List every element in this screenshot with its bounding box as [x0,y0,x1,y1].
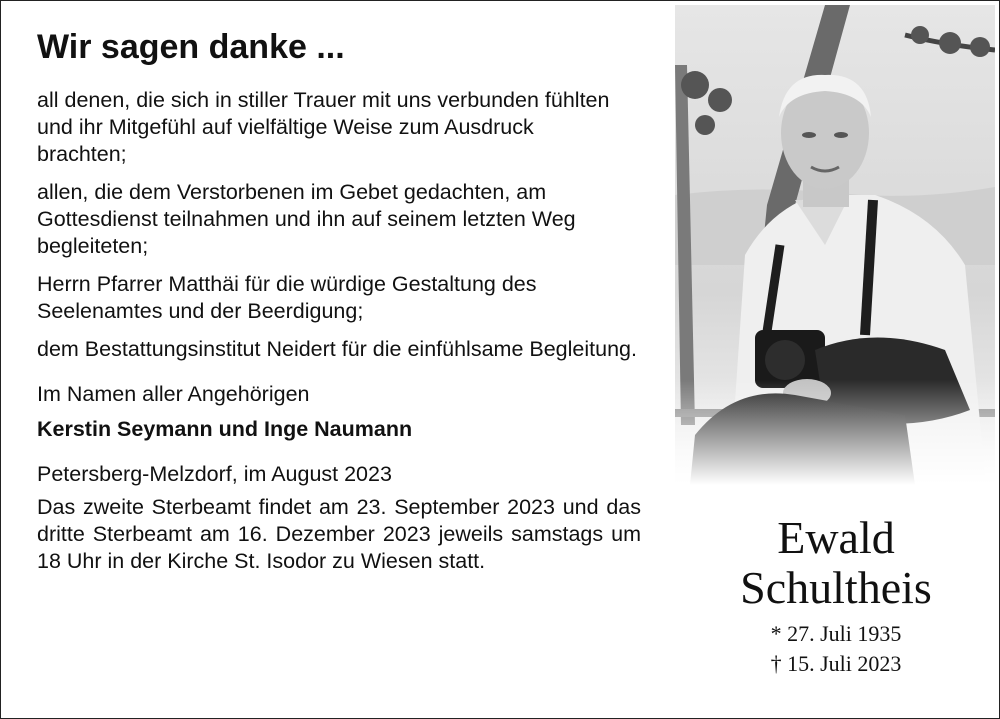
birth-date: * 27. Juli 1935 [770,621,902,646]
death-date: † 15. Juli 2023 [770,651,902,676]
place-date: Petersberg-Melzdorf, im August 2023 [37,462,392,486]
heading: Wir sagen danke ... [37,28,345,66]
deceased-given-name: Ewald [777,512,895,563]
deceased-family-name: Schultheis [740,562,932,613]
mass-info: Das zweite Sterbeamt findet am 23. September 2023 und das dritte Sterbeamt am 16. Dezember 2023 jeweils samstags um 18 Uhr in der Kirche St. Isodor zu Wiesen statt. [37,495,641,573]
paragraph-prayer: allen, die dem Verstorbenen im Gebet gedachten, am Gottesdienst teilnahmen und ihn auf seinem letzten Weg begleiteten; [37,180,576,258]
closing-line: Im Namen aller Angehörigen [37,382,310,406]
portrait-photo [675,5,995,485]
paragraph-mourners: all denen, die sich in stiller Trauer mit uns verbunden fühlten und ihr Mitgefühl auf vielfältige Weise zum Ausdruck brachten; [37,88,610,166]
life-dates [701,619,971,679]
portrait-photo-icon [675,5,995,485]
paragraph-pastor: Herrn Pfarrer Matthäi für die würdige Gestaltung des Seelenamtes und der Beerdigung; [37,272,537,323]
paragraph-funeral-home: dem Bestattungsinstitut Neidert für die einfühlsame Begleitung. [37,337,637,361]
signers: Kerstin Seymann und Inge Naumann [37,417,413,441]
thank-you-text [37,27,647,586]
